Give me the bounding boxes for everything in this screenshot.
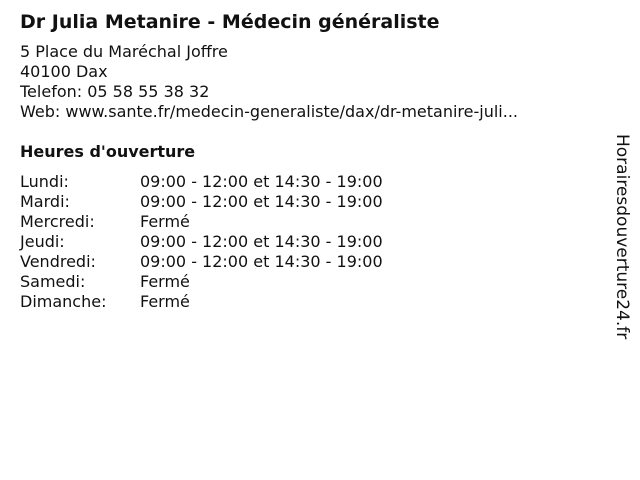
day-label: Dimanche: [20,292,107,311]
phone-number: Telefon: 05 58 55 38 32 [20,82,210,101]
hours-row-wednesday [20,212,590,232]
website-label: Web: [20,102,66,121]
website-link[interactable]: www.sante.fr/medecin-generaliste/dax/dr-metanire-juli... [65,102,518,121]
hours-row-monday [20,172,590,192]
day-hours: Fermé [140,212,190,231]
address-street: 5 Place du Maréchal Joffre [20,42,228,61]
day-label: Mardi: [20,192,70,211]
day-label: Vendredi: [20,252,96,271]
hours-row-friday [20,252,590,272]
opening-hours-title: Heures d'ouverture [20,142,196,161]
brand-watermark: Horairesdouverture24.fr [612,134,632,340]
page-title: Dr Julia Metanire - Médecin généraliste [20,11,440,33]
day-label: Samedi: [20,272,86,291]
hours-row-tuesday [20,192,590,212]
day-hours: Fermé [140,292,190,311]
day-hours: 09:00 - 12:00 et 14:30 - 19:00 [140,192,383,211]
day-hours: Fermé [140,272,190,291]
business-card [20,10,590,312]
opening-hours-table [20,172,590,312]
day-label: Mercredi: [20,212,95,231]
day-label: Lundi: [20,172,69,191]
day-hours: 09:00 - 12:00 et 14:30 - 19:00 [140,252,383,271]
day-hours: 09:00 - 12:00 et 14:30 - 19:00 [140,172,383,191]
hours-row-sunday [20,292,590,312]
hours-row-saturday [20,272,590,292]
day-hours: 09:00 - 12:00 et 14:30 - 19:00 [140,232,383,251]
day-label: Jeudi: [20,232,65,251]
address-city: 40100 Dax [20,62,108,81]
hours-row-thursday [20,232,590,252]
website-line [20,102,590,122]
